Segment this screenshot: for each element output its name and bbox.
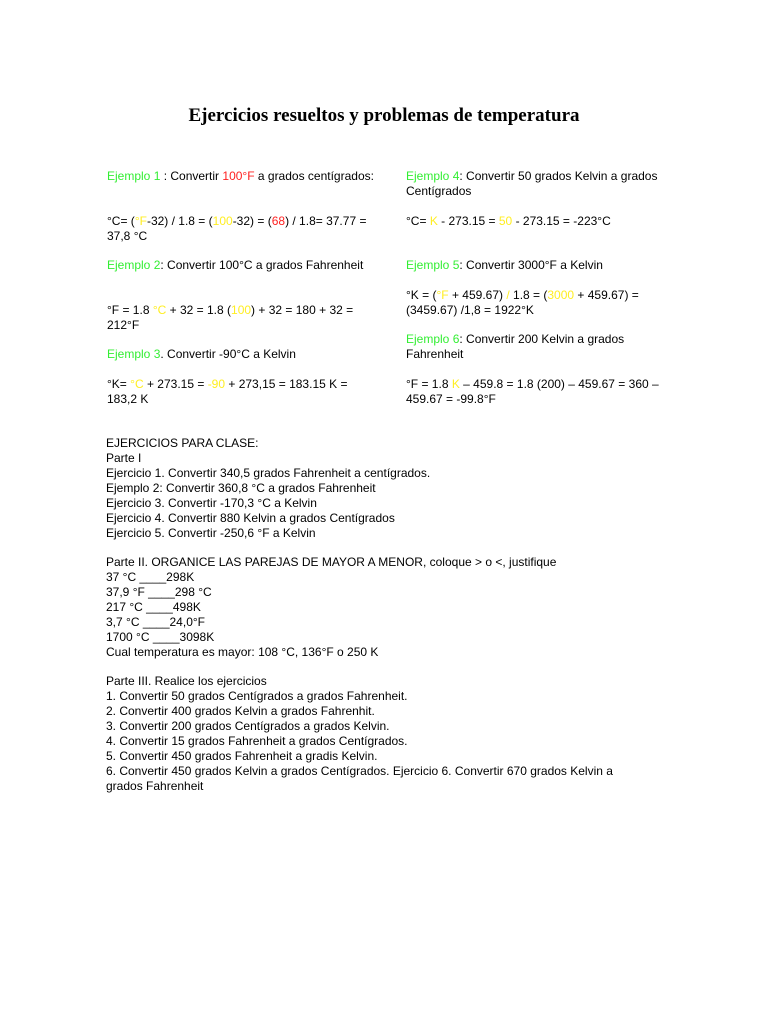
formula-text: + 273,15 = 183.15 K = 183,2 K <box>107 377 348 406</box>
exercise-item: Ejercicio 5. Convertir -250,6 °F a Kelvin <box>106 526 316 540</box>
example-4-statement <box>406 169 671 199</box>
exercise-item: 6. Convertir 450 grados Kelvin a grados Centígrados. Ejercicio 6. Convertir 670 grados Kelvin a grados Fahrenheit <box>106 764 613 793</box>
exercise-item: Ejercicio 4. Convertir 880 Kelvin a grados Centígrados <box>106 511 395 525</box>
exercise-item: 5. Convertir 450 grados Fahrenheit a gradis Kelvin. <box>106 749 378 763</box>
example-text: . Convertir -90°C a Kelvin <box>160 347 296 361</box>
question-item: Cual temperatura es mayor: 108 °C, 136°F o 250 K <box>106 645 379 659</box>
highlight-value: °C <box>152 303 167 317</box>
exercise-item: Ejemplo 2: Convertir 360,8 °C a grados Fahrenheit <box>106 481 376 495</box>
part-3-section <box>106 674 646 794</box>
exercise-item: 1. Convertir 50 grados Centígrados a grados Fahrenheit. <box>106 689 408 703</box>
formula-text: -32) = ( <box>232 214 272 228</box>
example-5-statement <box>406 258 671 273</box>
example-3-solution <box>107 377 377 407</box>
formula-text: °F = 1.8 <box>107 303 153 317</box>
formula-text: °K = ( <box>406 288 437 302</box>
highlight-value: K <box>429 214 438 228</box>
formula-text: – 459.8 = 1.8 (200) – 459.67 = 360 – 459.67 = -99.8°F <box>406 377 659 406</box>
comparison-item: 217 °C ____498K <box>106 600 201 614</box>
highlight-value: 100°F <box>222 169 255 183</box>
exercise-item: Ejercicio 1. Convertir 340,5 grados Fahrenheit a centígrados. <box>106 466 431 480</box>
formula-text: + 459.67) = (3459.67) /1,8 = 1922°K <box>406 288 639 317</box>
formula-text: -32) / 1.8 = ( <box>146 214 213 228</box>
highlight-value: / <box>506 288 510 302</box>
comparison-item: 37 °C ____298K <box>106 570 195 584</box>
exercise-item: Ejercicio 3. Convertir -170,3 °C a Kelvin <box>106 496 317 510</box>
highlight-value: 100 <box>231 303 252 317</box>
example-1-solution <box>107 214 377 244</box>
example-label: Ejemplo 2 <box>107 258 161 272</box>
class-exercises-section <box>106 436 666 541</box>
exercise-item: 2. Convertir 400 grados Kelvin a grados Fahrenhit. <box>106 704 375 718</box>
formula-text: - 273.15 = -223°C <box>512 214 611 228</box>
formula-text: °C= <box>406 214 430 228</box>
example-2-solution <box>107 303 377 333</box>
example-text: : Convertir 200 Kelvin a grados Fahrenheit <box>406 332 625 361</box>
comparison-item: 1700 °C ____3098K <box>106 630 215 644</box>
exercise-item: 4. Convertir 15 grados Fahrenheit a grados Centígrados. <box>106 734 408 748</box>
formula-text: ) / 1.8= 37.77 = 37,8 °C <box>107 214 367 243</box>
subsection-heading: Parte I <box>106 451 142 465</box>
example-5-solution <box>406 288 671 318</box>
example-label: Ejemplo 4 <box>406 169 460 183</box>
highlight-value: K <box>451 377 460 391</box>
example-4-solution <box>406 214 671 229</box>
formula-text: + 459.67) <box>448 288 507 302</box>
highlight-value: °C <box>130 377 144 391</box>
example-6-statement <box>406 332 671 362</box>
example-6-solution <box>406 377 671 407</box>
formula-text: + 32 = 1.8 ( <box>166 303 232 317</box>
highlight-value: -90 <box>207 377 226 391</box>
highlight-value: °F <box>436 288 449 302</box>
highlight-value: 3000 <box>547 288 575 302</box>
example-2-statement <box>107 258 377 273</box>
example-3-statement <box>107 347 377 362</box>
example-text: : Convertir <box>163 169 223 183</box>
example-text: : Convertir 100°C a grados Fahrenheit <box>160 258 364 272</box>
highlight-value: °F <box>134 214 147 228</box>
formula-text: °K= <box>107 377 131 391</box>
formula-text: - 273.15 = <box>437 214 499 228</box>
example-1-statement <box>107 169 377 184</box>
comparison-item: 3,7 °C ____24,0°F <box>106 615 205 629</box>
exercise-item: 3. Convertir 200 grados Centígrados a grados Kelvin. <box>106 719 390 733</box>
example-label: Ejemplo 3 <box>107 347 161 361</box>
example-text: : Convertir 50 grados Kelvin a grados Centígrados <box>406 169 658 198</box>
section-heading: EJERCICIOS PARA CLASE: <box>106 436 259 450</box>
highlight-value: 50 <box>498 214 513 228</box>
example-label: Ejemplo 5 <box>406 258 460 272</box>
formula-text: + 273.15 = <box>143 377 208 391</box>
highlight-value: 100 <box>212 214 233 228</box>
section-heading: Parte II. ORGANICE LAS PAREJAS DE MAYOR A MENOR, coloque > o <, justifique <box>106 555 557 569</box>
formula-text: ) + 32 = 180 + 32 = 212°F <box>107 303 354 332</box>
example-text: a grados centígrados: <box>254 169 374 183</box>
highlight-value: 68 <box>271 214 286 228</box>
formula-text: °F = 1.8 <box>406 377 452 391</box>
comparison-item: 37,9 °F ____298 °C <box>106 585 212 599</box>
formula-text: 1.8 = ( <box>509 288 548 302</box>
page-title: Ejercicios resueltos y problemas de temperatura <box>188 105 580 126</box>
formula-text: °C= ( <box>107 214 135 228</box>
example-label: Ejemplo 1 <box>107 169 164 183</box>
example-text: : Convertir 3000°F a Kelvin <box>459 258 603 272</box>
part-2-section <box>106 555 666 660</box>
section-heading: Parte III. Realice los ejercicios <box>106 674 267 688</box>
example-label: Ejemplo 6 <box>406 332 460 346</box>
